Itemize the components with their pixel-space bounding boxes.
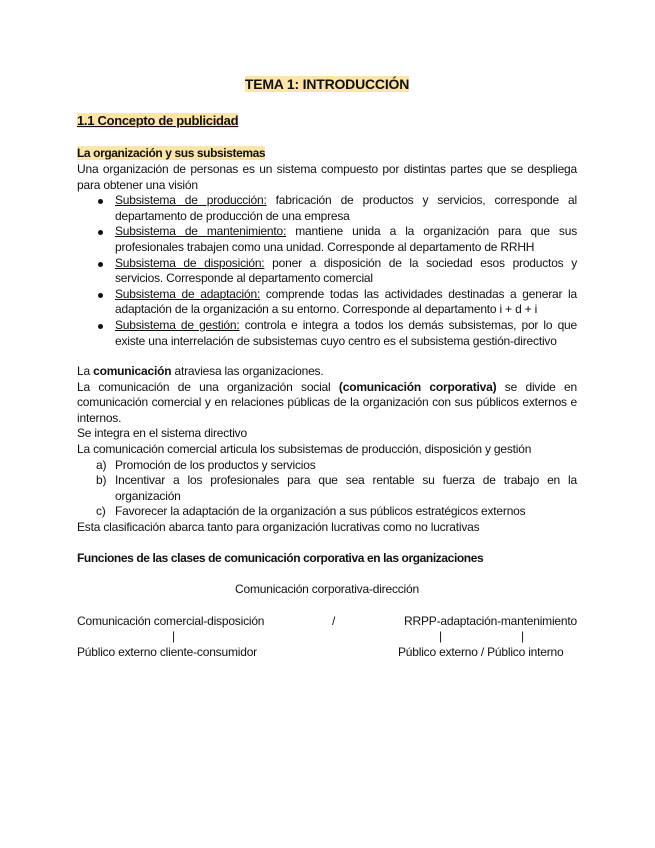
list-marker: a) xyxy=(96,457,107,472)
subsystem-desc: controla e integra a todos los demás subsistemas, por lo que existe una interrelación de subsistemas cuyo centro es el subsistema gestión-directivo xyxy=(115,317,577,348)
list-item xyxy=(77,224,577,255)
page-title xyxy=(77,76,577,93)
comm-p2-bold: (comunicación corporativa) xyxy=(338,379,497,394)
functions-list xyxy=(77,458,577,520)
comm-p1-pre: La xyxy=(77,364,94,378)
section-heading xyxy=(77,113,238,129)
subsystem-desc: comprende todas las actividades destinadas a generar la adaptación de la organización a su entorno. Corresponde al departamento i + d + i xyxy=(115,286,577,317)
list-item xyxy=(77,318,577,349)
subsystem-term: Subsistema de producción: xyxy=(115,193,267,208)
bullet-icon xyxy=(98,262,103,267)
list-marker: c) xyxy=(96,504,106,519)
list-text: Incentivar a los profesionales para que sea rentable su fuerza de trabajo en la organización xyxy=(115,473,577,503)
comm-paragraph-3: Se integra en el sistema directivo xyxy=(77,426,247,441)
section-highlight: 1.1 Concepto de publicidad xyxy=(77,113,239,128)
diagram-pipe-right: | xyxy=(521,629,524,643)
diagram-left: Comunicación comercial-disposición xyxy=(77,614,265,628)
subsystems-block xyxy=(77,162,577,349)
list-item xyxy=(77,193,577,224)
title-highlight: TEMA 1: INTRODUCCIÓN xyxy=(244,76,410,92)
list-text: Promoción de los productos y servicios xyxy=(115,457,316,472)
comm-paragraph-2 xyxy=(77,380,577,427)
communication-block xyxy=(77,364,577,536)
list-item xyxy=(77,458,577,474)
list-item xyxy=(77,473,577,504)
subsystem-term: Subsistema de mantenimiento: xyxy=(115,224,287,239)
functions-heading: Funciones de las clases de comunicación corporativa en las organizaciones xyxy=(77,551,484,565)
diagram-top: Comunicación corporativa-dirección xyxy=(235,582,419,596)
comm-p1-post: atraviesa las organizaciones. xyxy=(171,364,324,378)
bullet-icon xyxy=(98,230,103,235)
classification-paragraph: Esta clasificación abarca tanto para organización lucrativas como no lucrativas xyxy=(77,519,480,534)
subsystems-list xyxy=(77,193,577,349)
list-item xyxy=(77,287,577,318)
diagram-pipe-mid: | xyxy=(439,629,442,643)
subsystem-term: Subsistema de gestión: xyxy=(115,317,240,332)
subheading-highlight: La organización y sus subsistemas xyxy=(77,146,266,160)
subsystem-desc: fabricación de productos y servicios, corresponde al departamento de producción de una empresa xyxy=(115,193,577,223)
comm-p2-pre: La comunicación de una organización social xyxy=(77,379,339,394)
diagram-bottom-right: Público externo / Público interno xyxy=(398,645,564,659)
subsystem-desc: poner a disposición de la sociedad esos productos y servicios. Corresponde al departamento comercial xyxy=(115,255,578,286)
list-item xyxy=(77,256,577,287)
diagram-right: RRPP-adaptación-mantenimiento xyxy=(404,614,577,628)
subsystem-term: Subsistema de disposición: xyxy=(115,255,265,270)
subheading xyxy=(77,146,265,161)
bullet-icon xyxy=(98,324,103,329)
subsystem-term: Subsistema de adaptación: xyxy=(115,286,261,301)
comm-paragraph-4: La comunicación comercial articula los subsistemas de producción, disposición y gestión xyxy=(77,441,532,456)
list-item xyxy=(77,504,577,520)
comm-paragraph-1 xyxy=(77,364,577,380)
diagram-pipe-left: | xyxy=(172,629,175,643)
list-marker: b) xyxy=(96,473,107,488)
subsystem-desc: mantiene unida a la organización para que sus profesionales trabajen como una unidad. Corresponde al departamento de RRHH xyxy=(115,224,577,254)
list-text: Favorecer la adaptación de la organización a sus públicos estratégicos externos xyxy=(115,504,526,519)
comm-p2-post: se divide en comunicación comercial y en relaciones públicas de la organización con sus públicos externos e internos. xyxy=(77,379,578,425)
diagram-slash: / xyxy=(332,614,336,628)
comm-p1-bold: comunicación xyxy=(93,364,172,378)
bullet-icon xyxy=(98,199,103,204)
intro-paragraph: Una organización de personas es un sistema compuesto por distintas partes que se despliega para obtener una visión xyxy=(77,162,577,192)
diagram-bottom-left: Público externo cliente-consumidor xyxy=(77,645,257,659)
bullet-icon xyxy=(98,293,103,298)
